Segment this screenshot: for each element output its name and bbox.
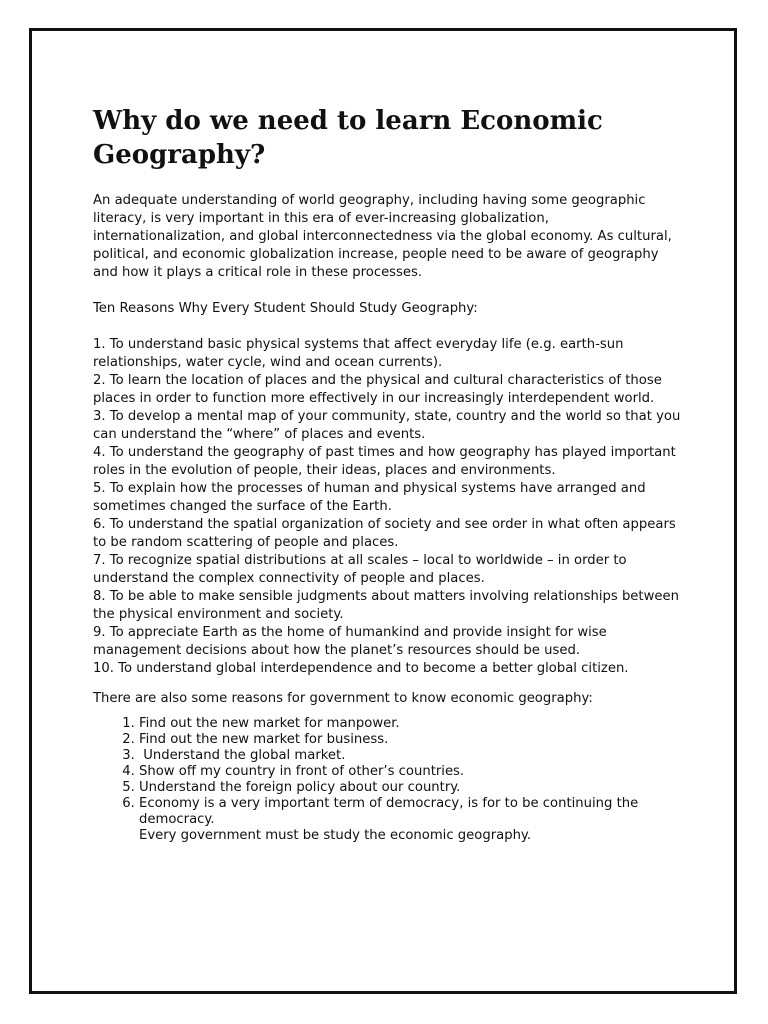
reason-item: 8. To be able to make sensible judgments about matters involving relationships between the physical environment and society. xyxy=(93,589,679,622)
government-reason-text: Find out the new market for manpower. xyxy=(139,716,400,731)
government-reason-item xyxy=(139,780,683,796)
government-reason-item xyxy=(139,764,683,780)
government-reason-item xyxy=(139,796,683,844)
government-reason-text: Understand the foreign policy about our country. xyxy=(139,780,461,795)
reason-item: 1. To understand basic physical systems that affect everyday life (e.g. earth-sun relationships, water cycle, wind and ocean currents). xyxy=(93,337,624,370)
government-reason-text: Find out the new market for business. xyxy=(139,732,389,747)
reason-item: 5. To explain how the processes of human and physical systems have arranged and sometimes changed the surface of the Earth. xyxy=(93,481,646,514)
reasons-heading: Ten Reasons Why Every Student Should Study Geography: xyxy=(93,301,478,316)
reason-item: 2. To learn the location of places and the physical and cultural characteristics of those places in order to function more effectively in our increasingly interdependent world. xyxy=(93,373,662,406)
reason-item: 10. To understand global interdependence and to become a better global citizen. xyxy=(93,661,629,676)
government-reason-item xyxy=(139,748,683,764)
document-title: Why do we need to learn Economic Geography? xyxy=(93,106,603,170)
government-reason-text: Understand the global market. xyxy=(139,748,346,763)
reason-item: 4. To understand the geography of past times and how geography has played important roles in the evolution of people, their ideas, places and environments. xyxy=(93,445,676,478)
reason-item: 6. To understand the spatial organization of society and see order in what often appears to be random scattering of people and places. xyxy=(93,517,676,550)
government-reasons-heading: There are also some reasons for government to know economic geography: xyxy=(93,691,593,706)
reason-item: 3. To develop a mental map of your community, state, country and the world so that you can understand the “where” of places and events. xyxy=(93,409,681,442)
reason-item: 7. To recognize spatial distributions at all scales – local to worldwide – in order to understand the complex connectivity of people and places. xyxy=(93,553,627,586)
closing-statement: Every government must be study the economic geography. xyxy=(139,828,532,843)
government-reason-item xyxy=(139,716,683,732)
government-reasons-list xyxy=(93,716,683,844)
government-reason-text: Economy is a very important term of democracy, is for to be continuing the democracy. xyxy=(139,796,639,827)
document-content xyxy=(93,104,683,844)
reason-item: 9. To appreciate Earth as the home of humankind and provide insight for wise management decisions about how the planet’s resources should be used. xyxy=(93,625,607,658)
government-reason-text: Show off my country in front of other’s countries. xyxy=(139,764,465,779)
reasons-list xyxy=(93,336,683,678)
intro-paragraph: An adequate understanding of world geography, including having some geographic literacy, is very important in this era of ever-increasing globalization, internationalization, and global interconnectedness via the global economy. As cultural, political, and economic globalization increase, people need to be aware of geography and how it plays a critical role in these processes. xyxy=(93,193,672,280)
government-reason-item xyxy=(139,732,683,748)
